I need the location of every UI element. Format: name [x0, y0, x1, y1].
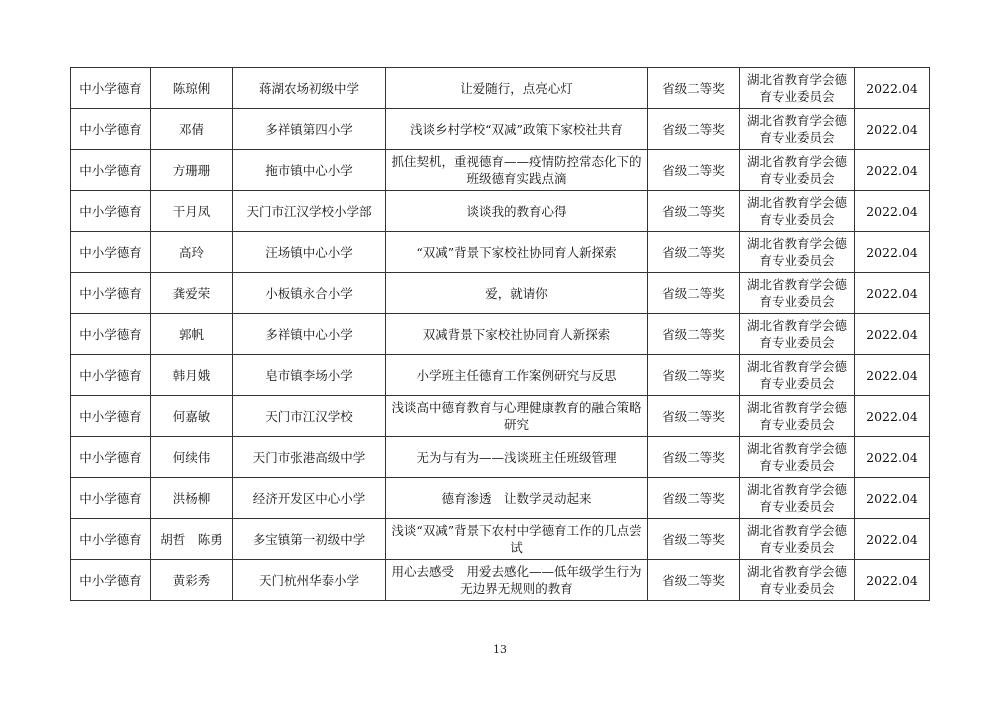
- school-cell: 皂市镇李场小学: [233, 355, 386, 396]
- award-cell: 省级二等奖: [648, 519, 740, 560]
- category-cell: 中小学德育: [71, 519, 151, 560]
- category-cell: 中小学德育: [71, 314, 151, 355]
- date-cell: 2022.04: [855, 437, 930, 478]
- category-cell: 中小学德育: [71, 437, 151, 478]
- table-row: [71, 273, 930, 314]
- title-cell: 浅谈乡村学校“双减”政策下家校社共育: [386, 109, 648, 150]
- school-cell: 经济开发区中心小学: [233, 478, 386, 519]
- school-cell: 天门市江汉学校: [233, 396, 386, 437]
- date-cell: 2022.04: [855, 478, 930, 519]
- table-row: [71, 191, 930, 232]
- award-cell: 省级二等奖: [648, 273, 740, 314]
- school-cell: 汪场镇中心小学: [233, 232, 386, 273]
- award-cell: 省级二等奖: [648, 191, 740, 232]
- organizer-cell: 湖北省教育学会德育专业委员会: [740, 519, 855, 560]
- author-cell: 胡哲 陈勇: [151, 519, 233, 560]
- award-cell: 省级二等奖: [648, 560, 740, 601]
- organizer-cell: 湖北省教育学会德育专业委员会: [740, 191, 855, 232]
- title-cell: 无为与有为——浅谈班主任班级管理: [386, 437, 648, 478]
- date-cell: 2022.04: [855, 396, 930, 437]
- title-cell: “双减”背景下家校社协同育人新探索: [386, 232, 648, 273]
- page-number: 13: [493, 643, 507, 656]
- category-cell: 中小学德育: [71, 191, 151, 232]
- school-cell: 多宝镇第一初级中学: [233, 519, 386, 560]
- school-cell: 多祥镇中心小学: [233, 314, 386, 355]
- category-cell: 中小学德育: [71, 273, 151, 314]
- organizer-cell: 湖北省教育学会德育专业委员会: [740, 396, 855, 437]
- category-cell: 中小学德育: [71, 68, 151, 109]
- date-cell: 2022.04: [855, 68, 930, 109]
- date-cell: 2022.04: [855, 232, 930, 273]
- title-cell: 谈谈我的教育心得: [386, 191, 648, 232]
- awards-table: [70, 67, 930, 601]
- title-cell: 小学班主任德育工作案例研究与反思: [386, 355, 648, 396]
- date-cell: 2022.04: [855, 273, 930, 314]
- title-cell: 德育渗透 让数学灵动起来: [386, 478, 648, 519]
- date-cell: 2022.04: [855, 150, 930, 191]
- table-row: [71, 109, 930, 150]
- organizer-cell: 湖北省教育学会德育专业委员会: [740, 273, 855, 314]
- organizer-cell: 湖北省教育学会德育专业委员会: [740, 109, 855, 150]
- date-cell: 2022.04: [855, 191, 930, 232]
- author-cell: 何嘉敏: [151, 396, 233, 437]
- award-cell: 省级二等奖: [648, 396, 740, 437]
- organizer-cell: 湖北省教育学会德育专业委员会: [740, 150, 855, 191]
- date-cell: 2022.04: [855, 314, 930, 355]
- author-cell: 邓倩: [151, 109, 233, 150]
- award-cell: 省级二等奖: [648, 232, 740, 273]
- category-cell: 中小学德育: [71, 109, 151, 150]
- title-cell: 浅谈“双减”背景下农村中学德育工作的几点尝试: [386, 519, 648, 560]
- category-cell: 中小学德育: [71, 396, 151, 437]
- category-cell: 中小学德育: [71, 560, 151, 601]
- title-cell: 抓住契机，重视德育——疫情防控常态化下的班级德育实践点滴: [386, 150, 648, 191]
- table-row: [71, 150, 930, 191]
- table-row: [71, 396, 930, 437]
- table-row: [71, 355, 930, 396]
- table-body: [71, 68, 930, 601]
- author-cell: 何续伟: [151, 437, 233, 478]
- organizer-cell: 湖北省教育学会德育专业委员会: [740, 560, 855, 601]
- award-cell: 省级二等奖: [648, 68, 740, 109]
- author-cell: 陈琼俐: [151, 68, 233, 109]
- date-cell: 2022.04: [855, 560, 930, 601]
- category-cell: 中小学德育: [71, 478, 151, 519]
- author-cell: 方珊珊: [151, 150, 233, 191]
- school-cell: 拖市镇中心小学: [233, 150, 386, 191]
- table-row: [71, 519, 930, 560]
- award-cell: 省级二等奖: [648, 109, 740, 150]
- award-cell: 省级二等奖: [648, 150, 740, 191]
- title-cell: 双减背景下家校社协同育人新探索: [386, 314, 648, 355]
- school-cell: 天门市张港高级中学: [233, 437, 386, 478]
- school-cell: 多祥镇第四小学: [233, 109, 386, 150]
- author-cell: 洪杨柳: [151, 478, 233, 519]
- author-cell: 郭帆: [151, 314, 233, 355]
- organizer-cell: 湖北省教育学会德育专业委员会: [740, 437, 855, 478]
- school-cell: 蒋湖农场初级中学: [233, 68, 386, 109]
- organizer-cell: 湖北省教育学会德育专业委员会: [740, 478, 855, 519]
- award-cell: 省级二等奖: [648, 314, 740, 355]
- school-cell: 小板镇永合小学: [233, 273, 386, 314]
- table-row: [71, 314, 930, 355]
- organizer-cell: 湖北省教育学会德育专业委员会: [740, 355, 855, 396]
- table-row: [71, 232, 930, 273]
- author-cell: 韩月娥: [151, 355, 233, 396]
- category-cell: 中小学德育: [71, 150, 151, 191]
- table-row: [71, 68, 930, 109]
- organizer-cell: 湖北省教育学会德育专业委员会: [740, 232, 855, 273]
- title-cell: 浅谈高中德育教育与心理健康教育的融合策略研究: [386, 396, 648, 437]
- author-cell: 干月凤: [151, 191, 233, 232]
- award-cell: 省级二等奖: [648, 437, 740, 478]
- award-cell: 省级二等奖: [648, 355, 740, 396]
- table-row: [71, 560, 930, 601]
- date-cell: 2022.04: [855, 109, 930, 150]
- table-row: [71, 437, 930, 478]
- author-cell: 龚爱荣: [151, 273, 233, 314]
- organizer-cell: 湖北省教育学会德育专业委员会: [740, 314, 855, 355]
- title-cell: 爱，就请你: [386, 273, 648, 314]
- organizer-cell: 湖北省教育学会德育专业委员会: [740, 68, 855, 109]
- school-cell: 天门杭州华泰小学: [233, 560, 386, 601]
- award-cell: 省级二等奖: [648, 478, 740, 519]
- author-cell: 黄彩秀: [151, 560, 233, 601]
- date-cell: 2022.04: [855, 355, 930, 396]
- author-cell: 高玲: [151, 232, 233, 273]
- category-cell: 中小学德育: [71, 355, 151, 396]
- school-cell: 天门市江汉学校小学部: [233, 191, 386, 232]
- date-cell: 2022.04: [855, 519, 930, 560]
- category-cell: 中小学德育: [71, 232, 151, 273]
- table-row: [71, 478, 930, 519]
- title-cell: 用心去感受 用爱去感化——低年级学生行为无边界无规则的教育: [386, 560, 648, 601]
- title-cell: 让爱随行，点亮心灯: [386, 68, 648, 109]
